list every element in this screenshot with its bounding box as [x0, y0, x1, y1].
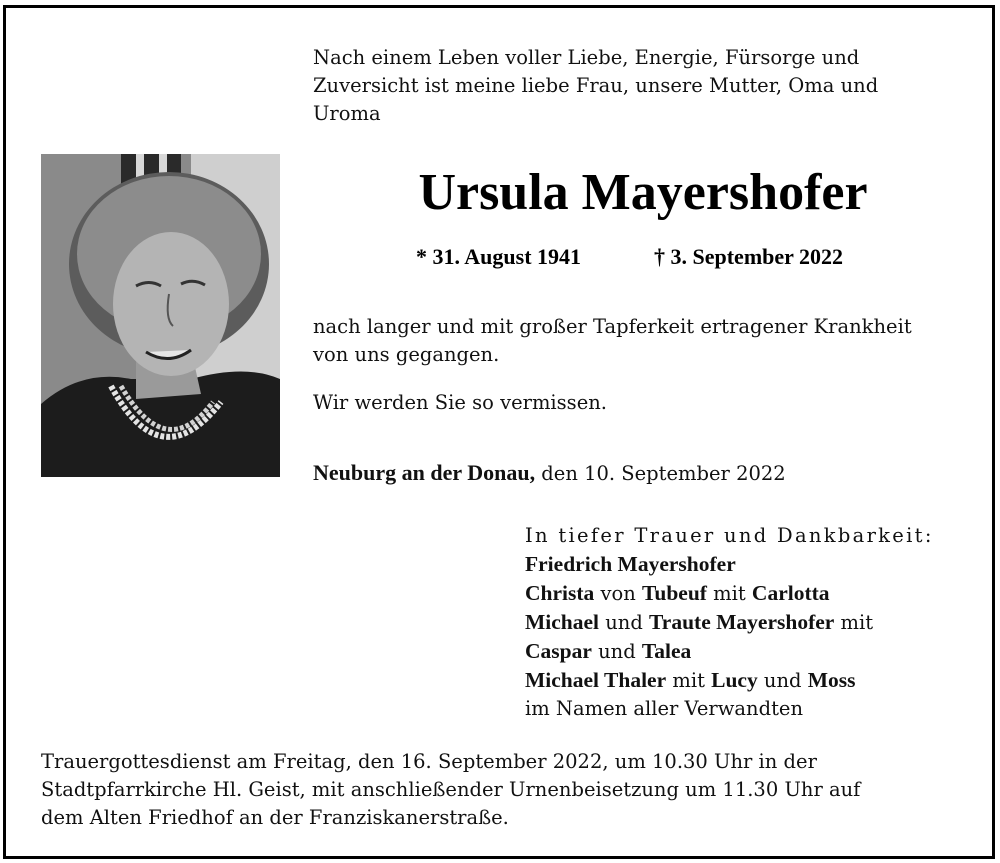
mourner-name: Michael [525, 610, 600, 634]
service-info [41, 748, 971, 832]
mourner-line [525, 579, 985, 608]
mourner-name: Traute Mayershofer [649, 610, 835, 634]
passing-line: von uns gegangen. [313, 343, 500, 366]
mourner-name: Talea [641, 639, 692, 663]
mourner-connector: mit [706, 582, 752, 605]
intro-line: Uroma [313, 102, 381, 125]
mourner-connector: mit [666, 669, 712, 692]
service-line: Stadtpfarrkirche Hl. Geist, mit anschließender Urnenbeisetzung um 11.30 Uhr auf [41, 778, 861, 801]
death-date: † 3. September 2022 [654, 244, 844, 269]
service-line: Trauergottesdienst am Freitag, den 16. September 2022, um 10.30 Uhr in der [41, 750, 817, 773]
mourner-name: Lucy [711, 668, 758, 692]
mourner-connector: von [594, 582, 642, 605]
intro-line: Zuversicht ist meine liebe Frau, unsere Mutter, Oma und [313, 74, 879, 97]
place-date-text: den 10. September 2022 [535, 462, 786, 485]
service-line: dem Alten Friedhof an der Franziskanerstraße. [41, 806, 509, 829]
mourner-name: Moss [807, 668, 856, 692]
mourner-name: Caspar [525, 639, 592, 663]
place-city: Neuburg an der Donau, [313, 460, 536, 485]
mourner-connector: mit [834, 611, 874, 634]
mourner-line [525, 637, 985, 666]
mourner-name: Michael Thaler [525, 668, 667, 692]
passing-text [313, 313, 973, 369]
obituary-frame [3, 5, 995, 859]
mourner-line: im Namen aller Verwandten [525, 697, 804, 720]
mourners-block [525, 522, 985, 723]
mourner-name: Carlotta [751, 581, 830, 605]
passing-line: nach langer und mit großer Tapferkeit ertragener Krankheit [313, 315, 912, 338]
mourner-name: Tubeuf [642, 581, 707, 605]
mourner-connector: und [757, 669, 808, 692]
mourner-name: Christa [525, 581, 595, 605]
deceased-name: Ursula Mayershofer [418, 164, 868, 221]
mourner-connector: und [591, 640, 642, 663]
intro-line: Nach einem Leben voller Liebe, Energie, Fürsorge und [313, 46, 860, 69]
portrait-photo [41, 154, 280, 477]
mourner-connector: und [599, 611, 650, 634]
mourner-line [525, 550, 985, 579]
place-date [313, 459, 973, 488]
birth-date: * 31. August 1941 [416, 244, 582, 269]
mourner-line [525, 666, 985, 695]
mourner-name: Friedrich Mayershofer [525, 552, 736, 576]
miss-text: Wir werden Sie so vermissen. [313, 391, 607, 414]
intro-text [313, 44, 953, 128]
mourners-heading: In tiefer Trauer und Dankbarkeit: [525, 524, 934, 547]
mourner-line [525, 608, 985, 637]
